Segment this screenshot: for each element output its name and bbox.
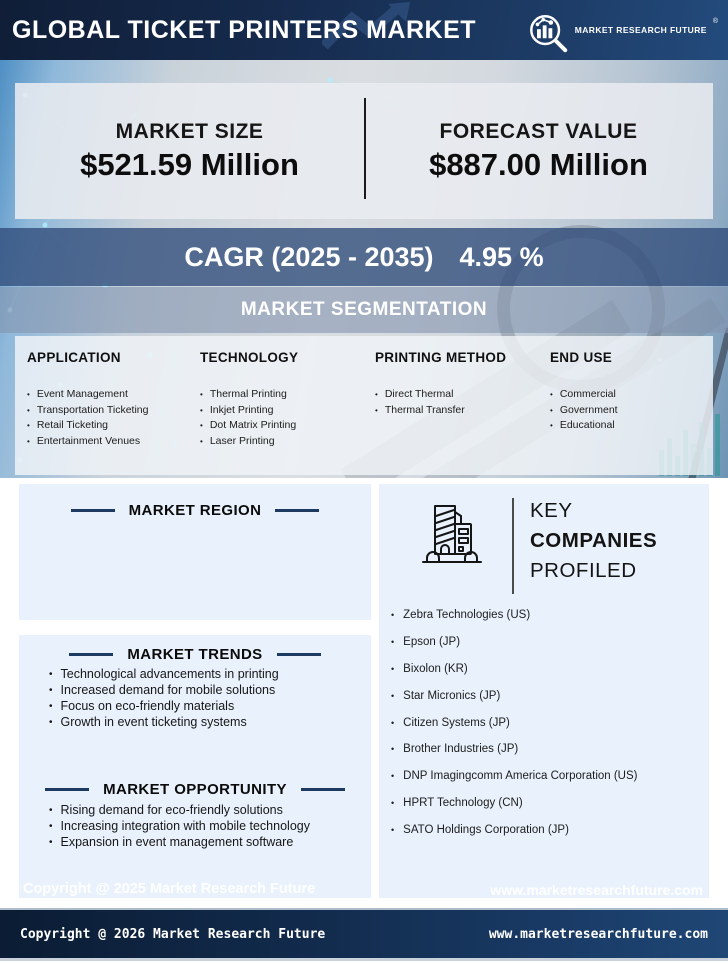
magnifier-chart-logo-icon [527,12,569,54]
bullet-icon: • [550,390,553,399]
segment-heading: TECHNOLOGY [200,350,299,365]
market-trends-list [49,667,279,731]
segment-item: • Educational [550,418,618,434]
bullet-icon: • [49,836,53,848]
segment-item: • Laser Printing [200,434,298,450]
title-line-right [275,509,319,512]
bullet-icon: • [391,637,395,648]
company-item: • Brother Industries (JP) [391,743,519,756]
bullet-icon: • [200,405,203,415]
bullet-icon: • [49,684,53,696]
forecast-value-label: FORECAST VALUE [439,119,638,143]
opportunity-item: • Rising demand for eco-friendly solutions [49,803,283,817]
opportunity-item: • Expansion in event management software [49,834,294,849]
segment-item: • Commercial [550,387,618,403]
segment-item: • Government [550,403,618,419]
bullet-icon: • [200,421,203,430]
footer-website: www.marketresearchfuture.com [488,926,708,942]
market-region-panel [19,484,371,620]
bullet-icon: • [391,717,395,728]
company-item: • Bixolon (KR) [391,662,468,675]
cagr-value: 4.95 % [459,241,544,272]
footer-copyright: Copyright @ 2026 Market Research Future [20,926,326,942]
segment-heading: END USE [550,350,613,365]
forecast-value-block [364,83,713,219]
trend-item: • Growth in event ticketing systems [49,714,247,729]
segment-heading: PRINTING METHOD [375,350,507,365]
segment-heading: APPLICATION [27,350,121,365]
segment-item: • Inkjet Printing [200,403,298,419]
segment-item: • Retail Ticketing [27,418,148,434]
segment-item: • Dot Matrix Printing [200,418,298,434]
market-opportunity-title: MARKET OPPORTUNITY [103,781,287,798]
trend-item: • Focus on eco-friendly materials [49,698,235,713]
key-companies-title-line2: COMPANIES [530,529,658,552]
company-item: • Epson (JP) [391,636,461,649]
bullet-icon: • [49,700,53,712]
key-companies-panel [379,484,709,898]
market-region-title: MARKET REGION [128,502,262,519]
website-watermark: www.marketresearchfuture.com [490,882,703,898]
company-item: • Star Micronics (JP) [391,689,501,702]
bullet-icon: • [49,669,53,680]
bullet-icon: • [391,771,395,782]
trends-opportunity-panel [19,635,371,898]
segment-item: • Thermal Printing [200,387,298,403]
bullet-icon: • [27,405,30,415]
segment-item: • Event Management [27,387,148,403]
market-opportunity-title-row [19,781,371,798]
title-line-left [71,509,115,512]
bullet-icon: • [27,421,30,430]
bullet-icon: • [200,436,203,446]
title-line-left [69,653,113,656]
segmentation-panel [15,336,713,475]
market-size-label: MARKET SIZE [115,119,264,143]
segmentation-column-technology [200,350,298,449]
vertical-divider [512,498,514,594]
segment-item: • Direct Thermal [375,387,506,403]
title-line-right [301,788,345,791]
segment-item-list [550,387,618,434]
company-item: • Citizen Systems (JP) [391,716,510,729]
key-companies-title [530,496,657,586]
bullet-icon: • [375,405,378,415]
trend-item: • Increased demand for mobile solutions [49,682,276,697]
registered-trademark: ® [712,18,718,25]
bullet-icon: • [49,805,53,816]
segment-item-list [375,387,506,418]
segment-item: • Transportation Ticketing [27,403,148,419]
market-size-value: $521.59 Million [80,146,299,182]
bullet-icon: • [391,663,395,674]
stats-panel [15,83,713,219]
cagr-band [0,228,728,286]
page-title: GLOBAL TICKET PRINTERS MARKET [12,16,477,44]
segment-item-list [27,387,148,449]
bullet-icon: • [391,744,395,755]
company-item: • Zebra Technologies (US) [391,609,531,622]
segment-item-list [200,387,298,449]
trend-item: • Technological advancements in printing [49,667,279,681]
company-item: • HPRT Technology (CN) [391,796,523,809]
segmentation-column-printing-method [375,350,506,418]
stats-divider [364,98,366,199]
title-line-left [45,788,89,791]
segmentation-column-application [27,350,148,449]
market-opportunity-list [49,803,310,851]
bullet-icon: • [391,690,395,701]
key-companies-title-line3: PROFILED [530,559,637,582]
company-item: • DNP Imagingcomm America Corporation (US) [391,770,638,783]
brand-name: MARKET RESEARCH FUTURE [574,25,707,35]
bullet-icon: • [550,421,553,430]
header-bar [0,0,728,60]
building-icon [419,500,485,570]
title-line-right [277,653,321,656]
market-trends-title-row [19,635,371,663]
bullet-icon: • [391,610,395,621]
segmentation-title-band [0,287,728,333]
market-size-block [15,83,364,219]
segmentation-title: MARKET SEGMENTATION [240,299,488,320]
company-item: • SATO Holdings Corporation (JP) [391,823,569,836]
companies-list [391,602,638,843]
forecast-value-value: $887.00 Million [429,146,648,182]
segmentation-column-end-use [550,350,618,434]
bullet-icon: • [27,436,30,446]
bullet-icon: • [375,390,378,399]
key-companies-title-line1: KEY [530,499,573,522]
bullet-icon: • [391,797,395,808]
key-companies-header [379,484,709,600]
opportunity-item: • Increasing integration with mobile technology [49,818,310,833]
bullet-icon: • [27,390,30,399]
footer-bar [0,908,728,961]
segment-item: • Entertainment Venues [27,434,148,450]
bullet-icon: • [49,716,53,728]
bullet-icon: • [550,405,553,415]
segment-item: • Thermal Transfer [375,403,506,419]
copyright-watermark: Copyright @ 2025 Market Research Future [23,881,316,897]
bullet-icon: • [200,390,203,399]
market-region-title-row [19,484,371,519]
bullet-icon: • [391,824,395,835]
bullet-icon: • [49,820,53,832]
brand-logo [527,12,718,54]
market-trends-title: MARKET TRENDS [127,646,263,663]
cagr-label: CAGR (2025 - 2035) [184,241,434,272]
